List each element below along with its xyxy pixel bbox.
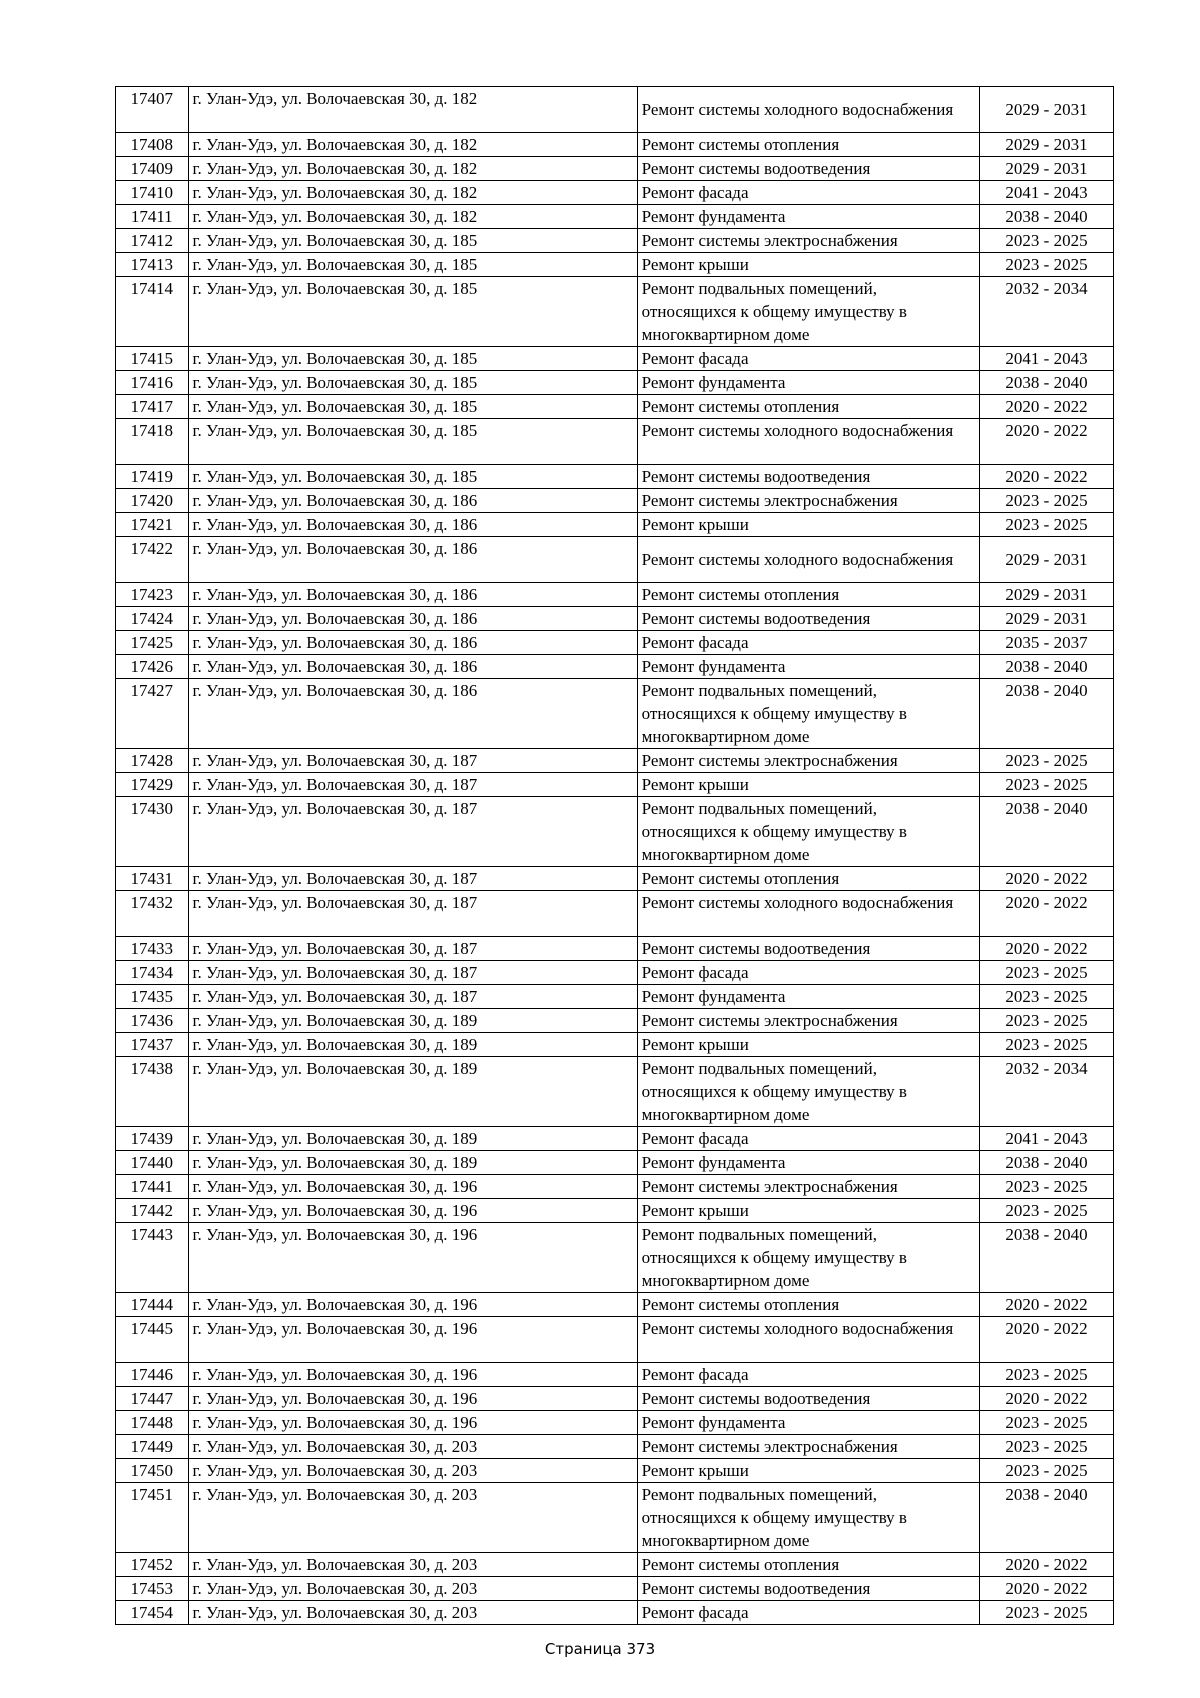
period-cell: 2029 - 2031 bbox=[980, 583, 1114, 607]
address-cell: г. Улан-Удэ, ул. Волочаевская 30, д. 185 bbox=[188, 347, 637, 371]
work-type-cell: Ремонт системы электроснабжения bbox=[637, 749, 979, 773]
period-cell: 2020 - 2022 bbox=[980, 937, 1114, 961]
work-type-cell: Ремонт подвальных помещений, относящихся к общему имуществу в многоквартирном доме bbox=[637, 797, 979, 867]
work-type-cell: Ремонт подвальных помещений, относящихся к общему имуществу в многоквартирном доме bbox=[637, 1483, 979, 1553]
address-cell: г. Улан-Удэ, ул. Волочаевская 30, д. 187 bbox=[188, 891, 637, 937]
work-type-cell: Ремонт системы водоотведения bbox=[637, 465, 979, 489]
table-row bbox=[116, 1223, 1114, 1293]
period-cell: 2020 - 2022 bbox=[980, 891, 1114, 937]
row-number-cell: 17447 bbox=[116, 1387, 189, 1411]
period-cell: 2023 - 2025 bbox=[980, 749, 1114, 773]
work-type-cell: Ремонт крыши bbox=[637, 513, 979, 537]
address-cell: г. Улан-Удэ, ул. Волочаевская 30, д. 203 bbox=[188, 1601, 637, 1625]
work-type-cell: Ремонт фасада bbox=[637, 347, 979, 371]
address-cell: г. Улан-Удэ, ул. Волочаевская 30, д. 186 bbox=[188, 655, 637, 679]
row-number-cell: 17440 bbox=[116, 1151, 189, 1175]
address-cell: г. Улан-Удэ, ул. Волочаевская 30, д. 203 bbox=[188, 1577, 637, 1601]
work-type-cell: Ремонт подвальных помещений, относящихся к общему имуществу в многоквартирном доме bbox=[637, 277, 979, 347]
period-cell: 2023 - 2025 bbox=[980, 1199, 1114, 1223]
work-type-cell: Ремонт системы водоотведения bbox=[637, 1387, 979, 1411]
table-row bbox=[116, 1577, 1114, 1601]
work-type-cell: Ремонт крыши bbox=[637, 773, 979, 797]
row-number-cell: 17445 bbox=[116, 1317, 189, 1363]
table-row bbox=[116, 1057, 1114, 1127]
period-cell: 2023 - 2025 bbox=[980, 1601, 1114, 1625]
address-cell: г. Улан-Удэ, ул. Волочаевская 30, д. 182 bbox=[188, 205, 637, 229]
row-number-cell: 17427 bbox=[116, 679, 189, 749]
work-type-cell: Ремонт фундамента bbox=[637, 205, 979, 229]
period-cell: 2029 - 2031 bbox=[980, 537, 1114, 583]
work-type-cell: Ремонт фундамента bbox=[637, 655, 979, 679]
table-row bbox=[116, 371, 1114, 395]
row-number-cell: 17422 bbox=[116, 537, 189, 583]
period-cell: 2041 - 2043 bbox=[980, 1127, 1114, 1151]
table-row bbox=[116, 867, 1114, 891]
period-cell: 2023 - 2025 bbox=[980, 229, 1114, 253]
row-number-cell: 17416 bbox=[116, 371, 189, 395]
address-cell: г. Улан-Удэ, ул. Волочаевская 30, д. 187 bbox=[188, 961, 637, 985]
row-number-cell: 17420 bbox=[116, 489, 189, 513]
address-cell: г. Улан-Удэ, ул. Волочаевская 30, д. 182 bbox=[188, 133, 637, 157]
period-cell: 2038 - 2040 bbox=[980, 1223, 1114, 1293]
table-row bbox=[116, 1411, 1114, 1435]
row-number-cell: 17448 bbox=[116, 1411, 189, 1435]
table-row bbox=[116, 1387, 1114, 1411]
row-number-cell: 17417 bbox=[116, 395, 189, 419]
table-row bbox=[116, 1435, 1114, 1459]
work-type-cell: Ремонт системы водоотведения bbox=[637, 157, 979, 181]
address-cell: г. Улан-Удэ, ул. Волочаевская 30, д. 186 bbox=[188, 679, 637, 749]
table-row bbox=[116, 749, 1114, 773]
table-row bbox=[116, 537, 1114, 583]
period-cell: 2029 - 2031 bbox=[980, 157, 1114, 181]
address-cell: г. Улан-Удэ, ул. Волочаевская 30, д. 203 bbox=[188, 1459, 637, 1483]
period-cell: 2038 - 2040 bbox=[980, 797, 1114, 867]
table-row bbox=[116, 157, 1114, 181]
work-type-cell: Ремонт фундамента bbox=[637, 1411, 979, 1435]
address-cell: г. Улан-Удэ, ул. Волочаевская 30, д. 187 bbox=[188, 773, 637, 797]
work-type-cell: Ремонт фасада bbox=[637, 181, 979, 205]
period-cell: 2038 - 2040 bbox=[980, 205, 1114, 229]
address-cell: г. Улан-Удэ, ул. Волочаевская 30, д. 187 bbox=[188, 937, 637, 961]
address-cell: г. Улан-Удэ, ул. Волочаевская 30, д. 185 bbox=[188, 465, 637, 489]
row-number-cell: 17439 bbox=[116, 1127, 189, 1151]
table-row bbox=[116, 1033, 1114, 1057]
address-cell: г. Улан-Удэ, ул. Волочаевская 30, д. 182 bbox=[188, 181, 637, 205]
table-row bbox=[116, 891, 1114, 937]
row-number-cell: 17413 bbox=[116, 253, 189, 277]
work-type-cell: Ремонт системы холодного водоснабжения bbox=[637, 537, 979, 583]
table-row bbox=[116, 1459, 1114, 1483]
table-row bbox=[116, 797, 1114, 867]
address-cell: г. Улан-Удэ, ул. Волочаевская 30, д. 189 bbox=[188, 1127, 637, 1151]
table-row bbox=[116, 773, 1114, 797]
row-number-cell: 17418 bbox=[116, 419, 189, 465]
row-number-cell: 17412 bbox=[116, 229, 189, 253]
address-cell: г. Улан-Удэ, ул. Волочаевская 30, д. 185 bbox=[188, 277, 637, 347]
table-row bbox=[116, 133, 1114, 157]
address-cell: г. Улан-Удэ, ул. Волочаевская 30, д. 186 bbox=[188, 607, 637, 631]
period-cell: 2023 - 2025 bbox=[980, 961, 1114, 985]
period-cell: 2023 - 2025 bbox=[980, 1175, 1114, 1199]
period-cell: 2020 - 2022 bbox=[980, 395, 1114, 419]
work-type-cell: Ремонт фундамента bbox=[637, 371, 979, 395]
period-cell: 2041 - 2043 bbox=[980, 347, 1114, 371]
table-row bbox=[116, 465, 1114, 489]
table-row bbox=[116, 1601, 1114, 1625]
row-number-cell: 17421 bbox=[116, 513, 189, 537]
table-row bbox=[116, 1009, 1114, 1033]
work-type-cell: Ремонт фундамента bbox=[637, 1151, 979, 1175]
work-type-cell: Ремонт системы холодного водоснабжения bbox=[637, 87, 979, 133]
table-row bbox=[116, 1483, 1114, 1553]
period-cell: 2023 - 2025 bbox=[980, 1459, 1114, 1483]
address-cell: г. Улан-Удэ, ул. Волочаевская 30, д. 196 bbox=[188, 1363, 637, 1387]
work-type-cell: Ремонт системы водоотведения bbox=[637, 937, 979, 961]
period-cell: 2020 - 2022 bbox=[980, 1387, 1114, 1411]
table-row bbox=[116, 205, 1114, 229]
table-row bbox=[116, 631, 1114, 655]
table-row bbox=[116, 1151, 1114, 1175]
address-cell: г. Улан-Удэ, ул. Волочаевская 30, д. 182 bbox=[188, 87, 637, 133]
work-type-cell: Ремонт системы водоотведения bbox=[637, 1577, 979, 1601]
row-number-cell: 17415 bbox=[116, 347, 189, 371]
table-body bbox=[116, 87, 1114, 1625]
work-type-cell: Ремонт системы электроснабжения bbox=[637, 1009, 979, 1033]
row-number-cell: 17410 bbox=[116, 181, 189, 205]
table-row bbox=[116, 1553, 1114, 1577]
address-cell: г. Улан-Удэ, ул. Волочаевская 30, д. 186 bbox=[188, 537, 637, 583]
table-row bbox=[116, 655, 1114, 679]
row-number-cell: 17419 bbox=[116, 465, 189, 489]
period-cell: 2023 - 2025 bbox=[980, 1411, 1114, 1435]
row-number-cell: 17434 bbox=[116, 961, 189, 985]
address-cell: г. Улан-Удэ, ул. Волочаевская 30, д. 196 bbox=[188, 1293, 637, 1317]
row-number-cell: 17451 bbox=[116, 1483, 189, 1553]
row-number-cell: 17454 bbox=[116, 1601, 189, 1625]
work-type-cell: Ремонт системы холодного водоснабжения bbox=[637, 1317, 979, 1363]
work-type-cell: Ремонт системы электроснабжения bbox=[637, 1175, 979, 1199]
period-cell: 2038 - 2040 bbox=[980, 1483, 1114, 1553]
row-number-cell: 17409 bbox=[116, 157, 189, 181]
row-number-cell: 17442 bbox=[116, 1199, 189, 1223]
row-number-cell: 17441 bbox=[116, 1175, 189, 1199]
address-cell: г. Улан-Удэ, ул. Волочаевская 30, д. 187 bbox=[188, 797, 637, 867]
address-cell: г. Улан-Удэ, ул. Волочаевская 30, д. 196 bbox=[188, 1317, 637, 1363]
period-cell: 2029 - 2031 bbox=[980, 87, 1114, 133]
row-number-cell: 17449 bbox=[116, 1435, 189, 1459]
table-row bbox=[116, 87, 1114, 133]
row-number-cell: 17444 bbox=[116, 1293, 189, 1317]
page-number: Страница 373 bbox=[544, 1640, 656, 1658]
table-row bbox=[116, 489, 1114, 513]
row-number-cell: 17425 bbox=[116, 631, 189, 655]
work-type-cell: Ремонт системы электроснабжения bbox=[637, 489, 979, 513]
row-number-cell: 17423 bbox=[116, 583, 189, 607]
row-number-cell: 17424 bbox=[116, 607, 189, 631]
address-cell: г. Улан-Удэ, ул. Волочаевская 30, д. 203 bbox=[188, 1435, 637, 1459]
address-cell: г. Улан-Удэ, ул. Волочаевская 30, д. 185 bbox=[188, 395, 637, 419]
table-row bbox=[116, 419, 1114, 465]
row-number-cell: 17443 bbox=[116, 1223, 189, 1293]
period-cell: 2020 - 2022 bbox=[980, 867, 1114, 891]
row-number-cell: 17430 bbox=[116, 797, 189, 867]
row-number-cell: 17437 bbox=[116, 1033, 189, 1057]
row-number-cell: 17436 bbox=[116, 1009, 189, 1033]
address-cell: г. Улан-Удэ, ул. Волочаевская 30, д. 189 bbox=[188, 1151, 637, 1175]
row-number-cell: 17446 bbox=[116, 1363, 189, 1387]
address-cell: г. Улан-Удэ, ул. Волочаевская 30, д. 187 bbox=[188, 749, 637, 773]
address-cell: г. Улан-Удэ, ул. Волочаевская 30, д. 185 bbox=[188, 371, 637, 395]
work-type-cell: Ремонт подвальных помещений, относящихся к общему имуществу в многоквартирном доме bbox=[637, 679, 979, 749]
row-number-cell: 17452 bbox=[116, 1553, 189, 1577]
work-type-cell: Ремонт подвальных помещений, относящихся к общему имуществу в многоквартирном доме bbox=[637, 1057, 979, 1127]
period-cell: 2032 - 2034 bbox=[980, 277, 1114, 347]
address-cell: г. Улан-Удэ, ул. Волочаевская 30, д. 196 bbox=[188, 1411, 637, 1435]
period-cell: 2023 - 2025 bbox=[980, 1363, 1114, 1387]
period-cell: 2029 - 2031 bbox=[980, 607, 1114, 631]
table-row bbox=[116, 937, 1114, 961]
table-row bbox=[116, 607, 1114, 631]
work-type-cell: Ремонт крыши bbox=[637, 1459, 979, 1483]
repair-schedule-table bbox=[115, 86, 1114, 1625]
work-type-cell: Ремонт системы отопления bbox=[637, 133, 979, 157]
period-cell: 2020 - 2022 bbox=[980, 1317, 1114, 1363]
address-cell: г. Улан-Удэ, ул. Волочаевская 30, д. 189 bbox=[188, 1033, 637, 1057]
period-cell: 2020 - 2022 bbox=[980, 1293, 1114, 1317]
address-cell: г. Улан-Удэ, ул. Волочаевская 30, д. 203 bbox=[188, 1553, 637, 1577]
table-row bbox=[116, 253, 1114, 277]
table-row bbox=[116, 985, 1114, 1009]
row-number-cell: 17429 bbox=[116, 773, 189, 797]
table-row bbox=[116, 1293, 1114, 1317]
period-cell: 2038 - 2040 bbox=[980, 371, 1114, 395]
work-type-cell: Ремонт крыши bbox=[637, 253, 979, 277]
period-cell: 2023 - 2025 bbox=[980, 985, 1114, 1009]
address-cell: г. Улан-Удэ, ул. Волочаевская 30, д. 182 bbox=[188, 157, 637, 181]
row-number-cell: 17408 bbox=[116, 133, 189, 157]
table-row bbox=[116, 1199, 1114, 1223]
period-cell: 2023 - 2025 bbox=[980, 1009, 1114, 1033]
table-row bbox=[116, 229, 1114, 253]
address-cell: г. Улан-Удэ, ул. Волочаевская 30, д. 185 bbox=[188, 419, 637, 465]
work-type-cell: Ремонт системы электроснабжения bbox=[637, 229, 979, 253]
address-cell: г. Улан-Удэ, ул. Волочаевская 30, д. 196 bbox=[188, 1175, 637, 1199]
table-row bbox=[116, 679, 1114, 749]
address-cell: г. Улан-Удэ, ул. Волочаевская 30, д. 186 bbox=[188, 631, 637, 655]
period-cell: 2023 - 2025 bbox=[980, 1435, 1114, 1459]
row-number-cell: 17428 bbox=[116, 749, 189, 773]
table-row bbox=[116, 513, 1114, 537]
row-number-cell: 17407 bbox=[116, 87, 189, 133]
period-cell: 2023 - 2025 bbox=[980, 773, 1114, 797]
work-type-cell: Ремонт фасада bbox=[637, 631, 979, 655]
address-cell: г. Улан-Удэ, ул. Волочаевская 30, д. 187 bbox=[188, 867, 637, 891]
address-cell: г. Улан-Удэ, ул. Волочаевская 30, д. 185 bbox=[188, 253, 637, 277]
period-cell: 2023 - 2025 bbox=[980, 253, 1114, 277]
work-type-cell: Ремонт системы холодного водоснабжения bbox=[637, 419, 979, 465]
period-cell: 2035 - 2037 bbox=[980, 631, 1114, 655]
period-cell: 2023 - 2025 bbox=[980, 1033, 1114, 1057]
table-row bbox=[116, 1363, 1114, 1387]
period-cell: 2020 - 2022 bbox=[980, 1577, 1114, 1601]
table-row bbox=[116, 961, 1114, 985]
work-type-cell: Ремонт крыши bbox=[637, 1199, 979, 1223]
row-number-cell: 17438 bbox=[116, 1057, 189, 1127]
work-type-cell: Ремонт фасада bbox=[637, 1127, 979, 1151]
address-cell: г. Улан-Удэ, ул. Волочаевская 30, д. 196 bbox=[188, 1199, 637, 1223]
period-cell: 2038 - 2040 bbox=[980, 1151, 1114, 1175]
period-cell: 2038 - 2040 bbox=[980, 655, 1114, 679]
period-cell: 2029 - 2031 bbox=[980, 133, 1114, 157]
address-cell: г. Улан-Удэ, ул. Волочаевская 30, д. 196 bbox=[188, 1223, 637, 1293]
period-cell: 2020 - 2022 bbox=[980, 419, 1114, 465]
table-row bbox=[116, 583, 1114, 607]
period-cell: 2020 - 2022 bbox=[980, 1553, 1114, 1577]
period-cell: 2038 - 2040 bbox=[980, 679, 1114, 749]
row-number-cell: 17426 bbox=[116, 655, 189, 679]
work-type-cell: Ремонт крыши bbox=[637, 1033, 979, 1057]
period-cell: 2020 - 2022 bbox=[980, 465, 1114, 489]
table-row bbox=[116, 277, 1114, 347]
work-type-cell: Ремонт системы холодного водоснабжения bbox=[637, 891, 979, 937]
work-type-cell: Ремонт фасада bbox=[637, 1601, 979, 1625]
address-cell: г. Улан-Удэ, ул. Волочаевская 30, д. 189 bbox=[188, 1009, 637, 1033]
work-type-cell: Ремонт фундамента bbox=[637, 985, 979, 1009]
row-number-cell: 17450 bbox=[116, 1459, 189, 1483]
work-type-cell: Ремонт системы отопления bbox=[637, 395, 979, 419]
work-type-cell: Ремонт системы отопления bbox=[637, 867, 979, 891]
address-cell: г. Улан-Удэ, ул. Волочаевская 30, д. 186 bbox=[188, 513, 637, 537]
address-cell: г. Улан-Удэ, ул. Волочаевская 30, д. 186 bbox=[188, 489, 637, 513]
row-number-cell: 17453 bbox=[116, 1577, 189, 1601]
table-row bbox=[116, 181, 1114, 205]
work-type-cell: Ремонт системы отопления bbox=[637, 1553, 979, 1577]
row-number-cell: 17414 bbox=[116, 277, 189, 347]
address-cell: г. Улан-Удэ, ул. Волочаевская 30, д. 203 bbox=[188, 1483, 637, 1553]
period-cell: 2023 - 2025 bbox=[980, 513, 1114, 537]
work-type-cell: Ремонт фасада bbox=[637, 961, 979, 985]
row-number-cell: 17435 bbox=[116, 985, 189, 1009]
row-number-cell: 17431 bbox=[116, 867, 189, 891]
address-cell: г. Улан-Удэ, ул. Волочаевская 30, д. 186 bbox=[188, 583, 637, 607]
table-row bbox=[116, 1175, 1114, 1199]
row-number-cell: 17432 bbox=[116, 891, 189, 937]
table-row bbox=[116, 395, 1114, 419]
address-cell: г. Улан-Удэ, ул. Волочаевская 30, д. 185 bbox=[188, 229, 637, 253]
table-row bbox=[116, 1317, 1114, 1363]
address-cell: г. Улан-Удэ, ул. Волочаевская 30, д. 196 bbox=[188, 1387, 637, 1411]
address-cell: г. Улан-Удэ, ул. Волочаевская 30, д. 187 bbox=[188, 985, 637, 1009]
period-cell: 2023 - 2025 bbox=[980, 489, 1114, 513]
work-type-cell: Ремонт системы электроснабжения bbox=[637, 1435, 979, 1459]
work-type-cell: Ремонт системы отопления bbox=[637, 1293, 979, 1317]
row-number-cell: 17411 bbox=[116, 205, 189, 229]
table-row bbox=[116, 347, 1114, 371]
period-cell: 2041 - 2043 bbox=[980, 181, 1114, 205]
work-type-cell: Ремонт подвальных помещений, относящихся к общему имуществу в многоквартирном доме bbox=[637, 1223, 979, 1293]
table-row bbox=[116, 1127, 1114, 1151]
period-cell: 2032 - 2034 bbox=[980, 1057, 1114, 1127]
work-type-cell: Ремонт фасада bbox=[637, 1363, 979, 1387]
work-type-cell: Ремонт системы водоотведения bbox=[637, 607, 979, 631]
work-type-cell: Ремонт системы отопления bbox=[637, 583, 979, 607]
row-number-cell: 17433 bbox=[116, 937, 189, 961]
address-cell: г. Улан-Удэ, ул. Волочаевская 30, д. 189 bbox=[188, 1057, 637, 1127]
